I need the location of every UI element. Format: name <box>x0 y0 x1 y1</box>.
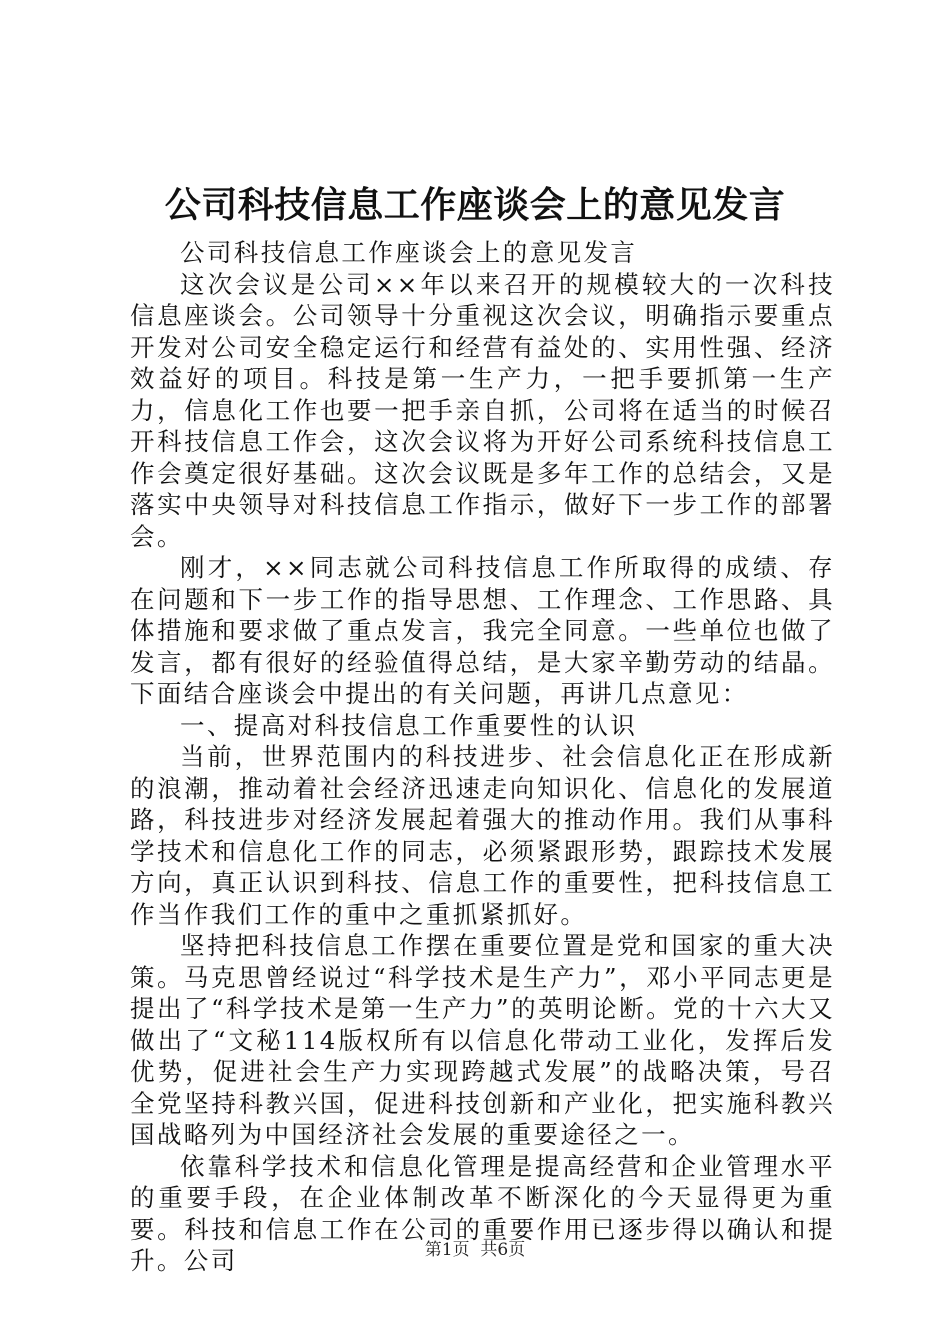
paragraph-report: 刚才，××同志就公司科技信息工作所取得的成绩、存在问题和下一步工作的指导思想、工作理念、工作思路、具体措施和要求做了重点发言，我完全同意。一些单位也做了发言，都有很好的经验值得总结，是大家辛勤劳动的结晶。下面结合座谈会中提出的有关问题，再讲几点意见： <box>130 553 835 708</box>
document-body <box>130 237 835 1277</box>
paragraph-subtitle: 公司科技信息工作座谈会上的意见发言 <box>180 238 638 267</box>
paragraph-policy: 坚持把科技信息工作摆在重要位置是党和国家的重大决策。马克思曾经说过“科学技术是生产力”，邓小平同志更是提出了“科学技术是第一生产力”的英明论断。党的十六大又做出了“文秘114版权所有以信息化带动工业化，发挥后发优势，促进社会生产力实现跨越式发展”的战略决策，号召全党坚持科教兴国，促进科技创新和产业化，把实施科教兴国战略列为中国经济社会发展的重要途径之一。 <box>130 931 835 1149</box>
paragraph-management: 依靠科学技术和信息化管理是提高经营和企业管理水平的重要手段，在企业体制改革不断深化的今天显得更为重要。科技和信息工作在公司的重要作用已逐步得以确认和提升。公司 <box>130 1151 835 1275</box>
paragraph-trend: 当前，世界范围内的科技进步、社会信息化正在形成新的浪潮，推动着社会经济迅速走向知识化、信息化的发展道路，科技进步对经济发展起着强大的推动作用。我们从事科学技术和信息化工作的同志，必须紧跟形势，跟踪技术发展方向，真正认识到科技、信息工作的重要性，把科技信息工作当作我们工作的重中之重抓紧抓好。 <box>130 742 835 929</box>
paragraph-intro: 这次会议是公司××年以来召开的规模较大的一次科技信息座谈会。公司领导十分重视这次会议，明确指示要重点开发对公司安全稳定运行和经营有益处的、实用性强、经济效益好的项目。科技是第一生产力，一把手要抓第一生产力，信息化工作也要一把手亲自抓，公司将在适当的时候召开科技信息工作会，这次会议将为开好公司系统科技信息工作会奠定很好基础。这次会议既是多年工作的总结会，又是落实中央领导对科技信息工作指示，做好下一步工作的部署会。 <box>130 269 835 551</box>
page-number-footer: 第1页 共6页 <box>424 1240 526 1260</box>
document-title: 公司科技信息工作座谈会上的意见发言 <box>164 184 786 226</box>
section-heading-1: 一、提高对科技信息工作重要性的认识 <box>180 710 638 740</box>
